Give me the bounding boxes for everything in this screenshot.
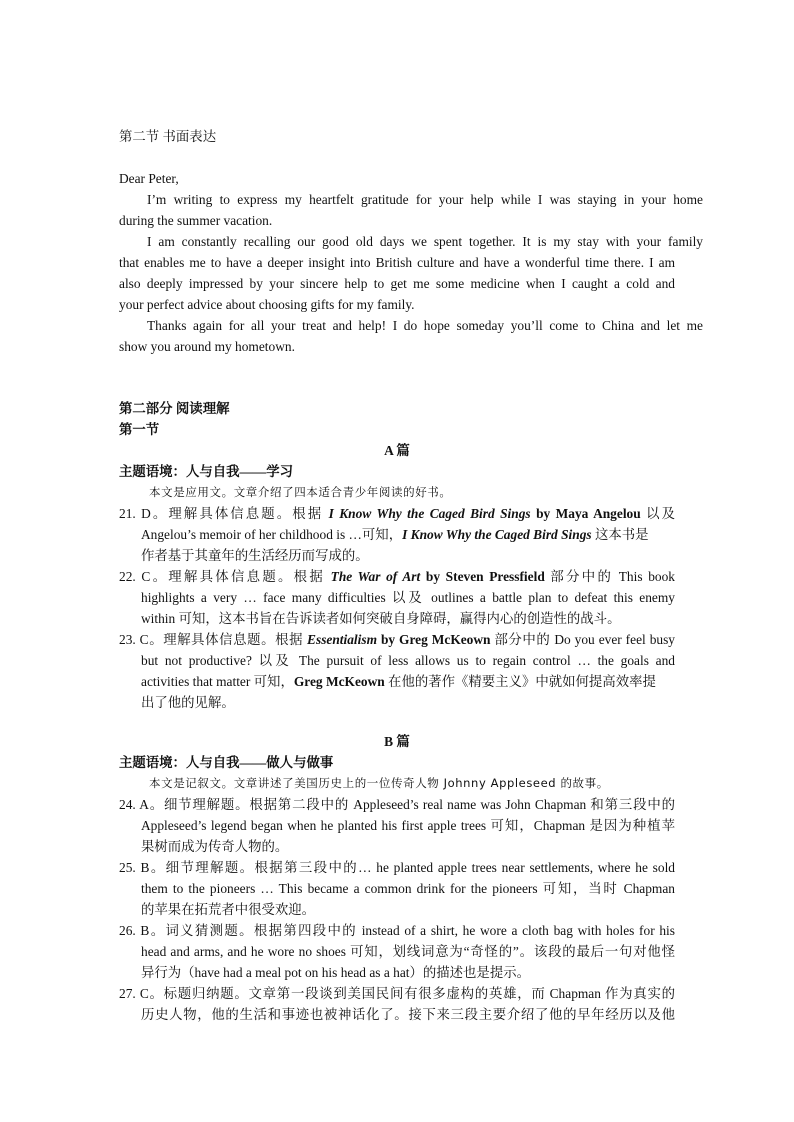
q22-line1: 22. C。理解具体信息题。根据 The War of Art by Steven Pressfield 部分中的 This book	[119, 569, 675, 584]
letter-p2-line4: your perfect advice about choosing gifts for my family.	[119, 297, 415, 312]
q22-line2: highlights a very … face many difficulties 以及 outlines a battle plan to defeat this enemy	[141, 590, 675, 605]
letter-p1-line1: I’m writing to express my heartfelt gratitude for your help while I was staying in your home	[147, 192, 703, 207]
q23-line4: 出了他的见解。	[141, 695, 235, 710]
q25-line1: 25. B。细节理解题。根据第三段中的… he planted apple trees near settlements, where he sold	[119, 860, 675, 875]
q27-line1: 27. C。标题归纳题。文章第一段谈到美国民间有很多虚构的英雄，而 Chapman 作为真实的	[119, 986, 675, 1001]
passage-a-theme: 主题语境：人与自我——学习	[119, 464, 294, 479]
passage-b-theme: 主题语境：人与自我——做人与做事	[119, 755, 334, 770]
q23-line3: activities that matter 可知，Greg McKeown 在他的著作《精要主义》中就如何提高效率提	[141, 674, 656, 689]
q22-line3: within 可知，这本书旨在告诉读者如何突破自身障碍，赢得内心的创造性的战斗。	[141, 611, 621, 626]
letter-p1-line2: during the summer vacation.	[119, 213, 273, 228]
letter-p2-line3: also deeply impressed by your sincere help to get me some medicine when I caught a cold and	[119, 276, 675, 291]
letter-p2-line2: that enables me to have a deeper insight into British culture and have a wonderful time there. I am	[119, 255, 675, 270]
q21-line1: 21. D。理解具体信息题。根据 I Know Why the Caged Bird Sings by Maya Angelou 以及	[119, 506, 675, 521]
letter-p2-line1: I am constantly recalling our good old days we spent together. It is my stay with your family	[147, 234, 703, 249]
q23-line2: but not productive? 以及 The pursuit of less allows us to regain control … the goals and	[141, 653, 675, 668]
letter-greeting: Dear Peter,	[119, 171, 179, 186]
q25-line2: them to the pioneers … This became a common drink for the pioneers 可知，当时 Chapman	[141, 881, 675, 896]
letter-p3-line1: Thanks again for all your treat and help! I do hope someday you’ll come to China and let me	[147, 318, 703, 333]
q24-line1: 24. A。细节理解题。根据第二段中的 Appleseed’s real name was John Chapman 和第三段中的	[119, 797, 675, 812]
q26-line3: 异行为（have had a meal pot on his head as a hat）的描述也是提示。	[141, 965, 530, 980]
passage-a-heading: A 篇	[384, 443, 410, 458]
q24-line2: Appleseed’s legend began when he planted his first apple trees 可知，Chapman 是因为种植苹	[141, 818, 675, 833]
section-title-writing: 第二节 书面表达	[119, 129, 217, 144]
q21-line3: 作者基于其童年的生活经历而写成的。	[141, 548, 369, 563]
passage-b-summary: 本文是记叙文。文章讲述了美国历史上的一位传奇人物 Johnny Appleseed 的故事。	[149, 776, 609, 790]
part-title-reading: 第二部分 阅读理解	[119, 401, 230, 416]
passage-b-heading: B 篇	[384, 734, 410, 749]
q21-line2: Angelou’s memoir of her childhood is …可知，I Know Why the Caged Bird Sings 这本书是	[141, 527, 649, 542]
q27-line2: 历史人物，他的生活和事迹也被神话化了。接下来三段主要介绍了他的早年经历以及他	[141, 1007, 675, 1022]
q26-line2: head and arms, and he wore no shoes 可知，划线词意为“奇怪的”。该段的最后一句对他怪	[141, 944, 675, 959]
q24-line3: 果树而成为传奇人物的。	[141, 839, 289, 854]
q25-line3: 的苹果在拓荒者中很受欢迎。	[141, 902, 316, 917]
q23-line1: 23. C。理解具体信息题。根据 Essentialism by Greg McKeown 部分中的 Do you ever feel busy	[119, 632, 675, 647]
q26-line1: 26. B。词义猜测题。根据第四段中的 instead of a shirt, he wore a cloth bag with holes for his	[119, 923, 675, 938]
passage-a-summary: 本文是应用文。文章介绍了四本适合青少年阅读的好书。	[149, 485, 452, 499]
section-title-first: 第一节	[119, 422, 160, 437]
letter-p3-line2: show you around my hometown.	[119, 339, 295, 354]
